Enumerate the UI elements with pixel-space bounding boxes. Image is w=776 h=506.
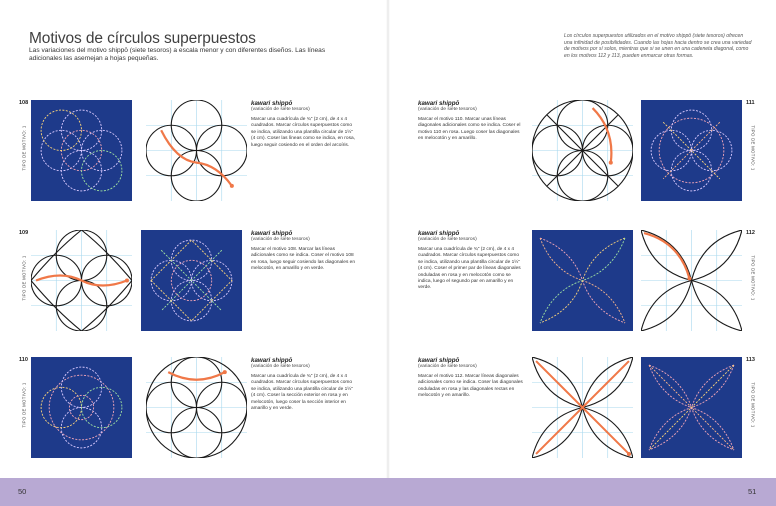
diagram-108 <box>146 100 247 201</box>
motif-name: kawari shippō <box>418 230 460 237</box>
stitched-sample-photo <box>31 357 132 458</box>
motif-subname: (variación de siete tesoros) <box>251 364 310 369</box>
stitched-motif-108 <box>31 100 132 201</box>
diagram-111 <box>532 100 633 201</box>
motif-instructions: Marcar una cuadrícula de ¾" (2 cm), de 4 x 4 cuadrados. Marcar círculos superpuestos como se indica, utilizando una plantilla circular de 1½" (4 cm). Coser las líneas como se indica, en rosa, luego seguir cosiendo en el orden del arcoíris. <box>251 117 355 148</box>
motif-name: kawari shippō <box>418 357 460 364</box>
motif-type-tab: TIPO DE MOTIVO: 1 <box>21 382 26 428</box>
motif-name: kawari shippō <box>251 230 293 237</box>
motif-number: 112 <box>746 230 755 236</box>
page-number-left: 50 <box>18 487 27 496</box>
motif-description <box>418 100 524 143</box>
motif-number: 109 <box>19 230 29 236</box>
motif-instructions: Marcar el motivo 108. Marcar las líneas adicionales como se indica. Coser el motivo 108 en rosa, luego seguir cosiendo las diagonales en melocotón, en amarillo y en verde. <box>251 247 356 272</box>
motif-description <box>251 357 357 412</box>
circle-diagram <box>146 100 247 201</box>
motif-name: kawari shippō <box>251 100 293 107</box>
motif-instructions: Marcar una cuadrícula de ¾" (2 cm), de 4 x 4 cuadrados. Marcar círculos superpuestos como se indica, utilizando una plantilla circular de 1½" (4 cm). Coser el primer par de líneas diagonales onduladas en rosa y en melocotón como se indica, luego el segundo par en amarillo y en verde. <box>418 247 521 291</box>
diagram-113 <box>532 357 633 458</box>
motif-instructions: Marcar el motivo 110. Marcar unas líneas diagonales adicionales como se indica. Coser el motivo 110 en rosa. Luego coser las diagonales en melocotón y en amarillo. <box>418 117 521 142</box>
motif-subname: (variación de siete tesoros) <box>251 107 310 112</box>
intro-text: Los círculos superpuestos utilizados en el motivo shippō (siete tesoros) ofrecen una infinidad de posibilidades. Cuando las hojas hacia dentro se crea una variedad de motivos por sí solos, mientras que si se unen en una cadeneta diagonal, como en los motivos 112 y 113, pueden enmarcar otras formas. <box>564 33 752 60</box>
circle-diagram <box>532 100 633 201</box>
motif-name: kawari shippō <box>251 357 293 364</box>
stitched-motif-109 <box>141 230 242 331</box>
circle-diagram <box>146 357 247 458</box>
motif-number: 111 <box>746 100 755 106</box>
motif-type-tab: TIPO DE MOTIVO: 1 <box>750 255 755 301</box>
motif-number: 113 <box>746 357 755 363</box>
motif-description <box>418 357 524 400</box>
stitched-sample-photo <box>141 230 242 331</box>
page-title: Motivos de círculos superpuestos <box>29 30 256 47</box>
circle-diagram <box>641 230 742 331</box>
stitched-sample-photo <box>641 100 742 201</box>
page-subtitle: Las variaciones del motivo shippō (siete tesoros) a escala menor y con diferentes diseños. Las líneas adicionales las asemejan a hojas pequeñas. <box>29 47 326 63</box>
motif-instructions: Marcar una cuadrícula de ¾" (2 cm), de 4 x 4 cuadrados. Marcar círculos superpuestos como se indica, utilizando una plantilla circular de 1½" (4 cm). Coser la sección exterior en rosa y en melocotón, luego coser la sección interior en amarillo y en verde. <box>251 374 353 412</box>
motif-description <box>251 230 357 273</box>
page-number-right: 51 <box>748 487 757 496</box>
diagram-109 <box>31 230 132 331</box>
motif-description <box>251 100 357 149</box>
motif-name: kawari shippō <box>418 100 460 107</box>
footer-band <box>0 478 776 506</box>
motif-type-tab: TIPO DE MOTIVO: 1 <box>750 382 755 428</box>
diagram-110 <box>146 357 247 458</box>
stitched-sample-photo <box>31 100 132 201</box>
motif-number: 110 <box>19 357 28 363</box>
circle-diagram <box>31 230 132 331</box>
stitched-sample-photo <box>641 357 742 458</box>
motif-number: 108 <box>19 100 29 106</box>
motif-instructions: Marcar el motivo 112. Marcar líneas diagonales adicionales como se indica. Coser las diagonales onduladas en rosa y las diagonales rectas en melocotón y en amarillo. <box>418 374 523 399</box>
motif-subname: (variación de siete tesoros) <box>418 237 477 242</box>
stitched-motif-113 <box>641 357 742 458</box>
motif-description <box>418 230 524 292</box>
motif-type-tab: TIPO DE MOTIVO: 1 <box>21 255 26 301</box>
stitched-motif-111 <box>641 100 742 201</box>
motif-type-tab: TIPO DE MOTIVO: 1 <box>21 125 26 171</box>
circle-diagram <box>532 357 633 458</box>
stitched-sample-photo <box>532 230 633 331</box>
stitched-motif-110 <box>31 357 132 458</box>
stitched-motif-112 <box>532 230 633 331</box>
motif-subname: (variación de siete tesoros) <box>418 364 477 369</box>
motif-subname: (variación de siete tesoros) <box>251 237 310 242</box>
motif-type-tab: TIPO DE MOTIVO: 1 <box>750 125 755 171</box>
motif-subname: (variación de siete tesoros) <box>418 107 477 112</box>
diagram-112 <box>641 230 742 331</box>
